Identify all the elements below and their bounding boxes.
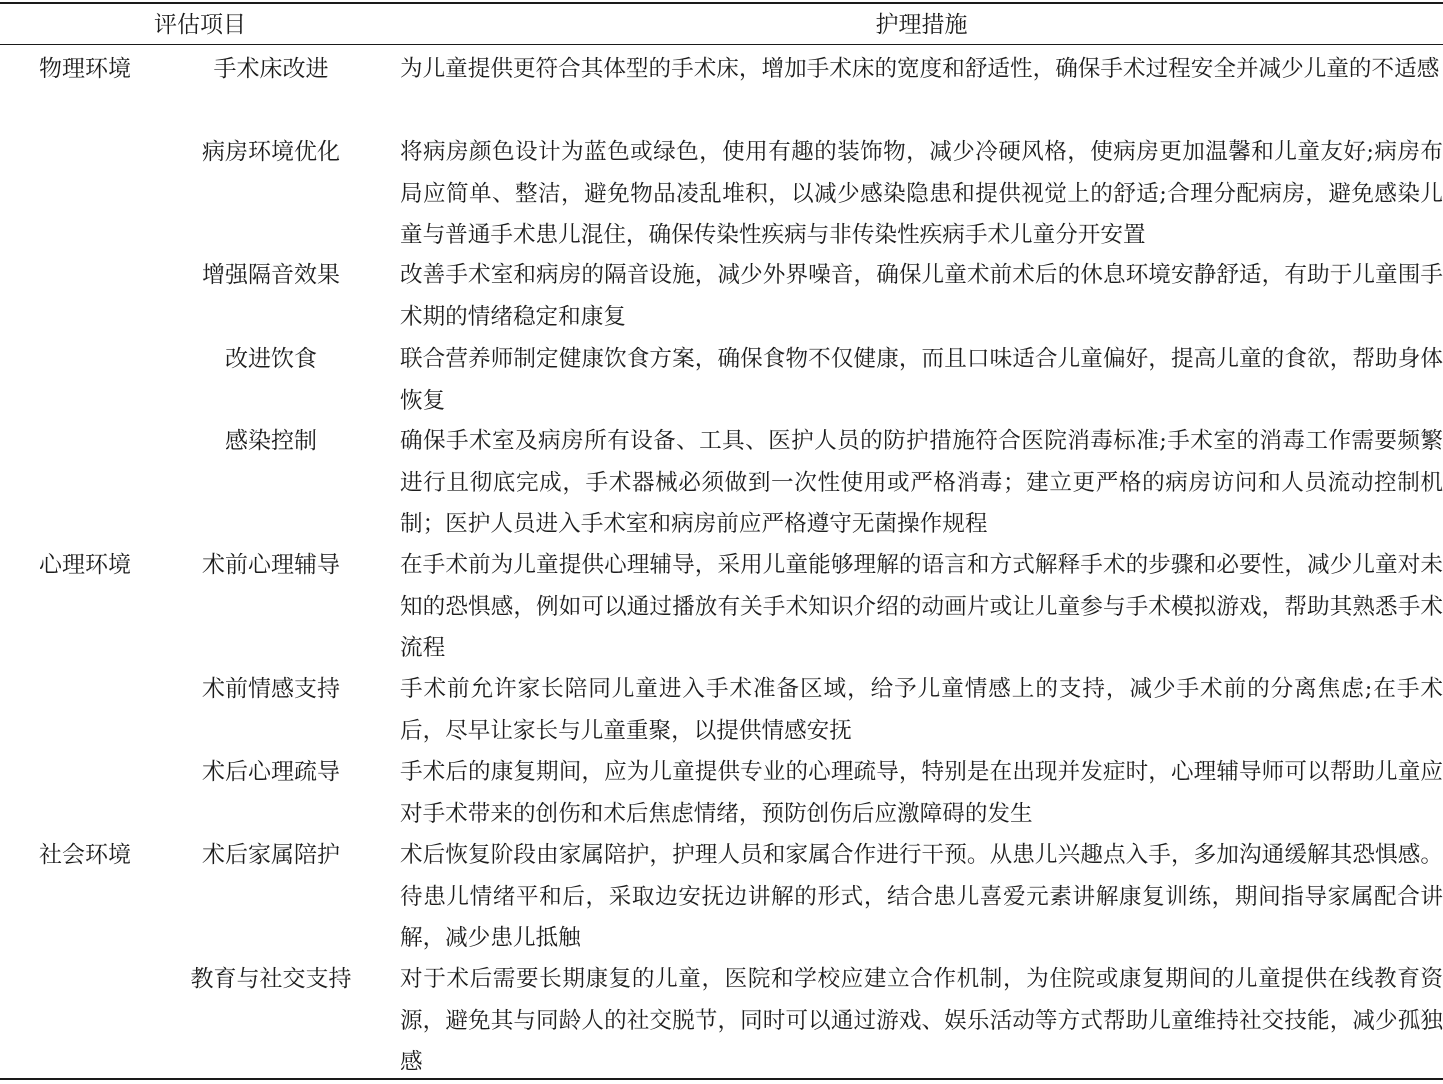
table-top-rule	[0, 2, 1443, 4]
table-bottom-rule	[0, 1078, 1443, 1080]
row-category: 社会环境	[39, 842, 131, 868]
row-item: 感染控制	[225, 428, 317, 454]
row-category: 物理环境	[39, 56, 131, 82]
row-measure: 确保手术室及病房所有设备、工具、医护人员的防护措施符合医院消毒标准;手术室的消毒工作需要频繁进行且彻底完成，手术器械必须做到一次性使用或严格消毒；建立更严格的病房访问和人员流动控制机制；医护人员进入手术室和病房前应严格遵守无菌操作规程	[400, 428, 1443, 537]
row-item: 术后心理疏导	[202, 759, 340, 785]
row-measure: 联合营养师制定健康饮食方案，确保食物不仅健康，而且口味适合儿童偏好，提高儿童的食欲，帮助身体恢复	[400, 346, 1443, 414]
row-item: 增强隔音效果	[202, 262, 340, 288]
row-category: 心理环境	[39, 552, 131, 578]
row-item: 改进饮食	[225, 346, 317, 372]
row-measure: 手术后的康复期间，应为儿童提供专业的心理疏导，特别是在出现并发症时，心理辅导师可以帮助儿童应对手术带来的创伤和术后焦虑情绪，预防创伤后应激障碍的发生	[400, 759, 1443, 827]
header-assessment-item: 评估项目	[154, 12, 246, 38]
row-measure: 对于术后需要长期康复的儿童，医院和学校应建立合作机制，为住院或康复期间的儿童提供在线教育资源，避免其与同龄人的社交脱节，同时可以通过游戏、娱乐活动等方式帮助儿童维持社交技能，减少孤独感	[400, 966, 1443, 1075]
row-item: 术前心理辅导	[202, 552, 340, 578]
row-measure: 改善手术室和病房的隔音设施，减少外界噪音，确保儿童术前术后的休息环境安静舒适，有助于儿童围手术期的情绪稳定和康复	[400, 262, 1443, 330]
row-measure: 将病房颜色设计为蓝色或绿色，使用有趣的装饰物，减少冷硬风格，使病房更加温馨和儿童友好;病房布局应简单、整洁，避免物品凌乱堆积，以减少感染隐患和提供视觉上的舒适;合理分配病房，避免感染儿童与普通手术患儿混住，确保传染性疾病与非传染性疾病手术儿童分开安置	[400, 139, 1443, 248]
row-measure: 在手术前为儿童提供心理辅导，采用儿童能够理解的语言和方式解释手术的步骤和必要性，减少儿童对未知的恐惧感，例如可以通过播放有关手术知识介绍的动画片或让儿童参与手术模拟游戏，帮助其熟悉手术流程	[400, 552, 1443, 661]
row-measure: 手术前允许家长陪同儿童进入手术准备区域，给予儿童情感上的支持，减少手术前的分离焦虑;在手术后，尽早让家长与儿童重聚，以提供情感安抚	[400, 676, 1443, 744]
header-nursing-measure: 护理措施	[875, 12, 968, 38]
row-item: 教育与社交支持	[190, 966, 352, 992]
row-item: 术前情感支持	[202, 676, 340, 702]
row-measure: 为儿童提供更符合其体型的手术床，增加手术床的宽度和舒适性，确保手术过程安全并减少儿童的不适感	[400, 56, 1440, 82]
row-item: 术后家属陪护	[202, 842, 340, 868]
row-item: 病房环境优化	[202, 139, 340, 165]
row-measure: 术后恢复阶段由家属陪护，护理人员和家属合作进行干预。从患儿兴趣点入手，多加沟通缓解其恐惧感。待患儿情绪平和后，采取边安抚边讲解的形式，结合患儿喜爱元素讲解康复训练，期间指导家属配合讲解，减少患儿抵触	[400, 842, 1443, 951]
row-item: 手术床改进	[213, 56, 329, 82]
table-header-rule	[0, 44, 1443, 45]
